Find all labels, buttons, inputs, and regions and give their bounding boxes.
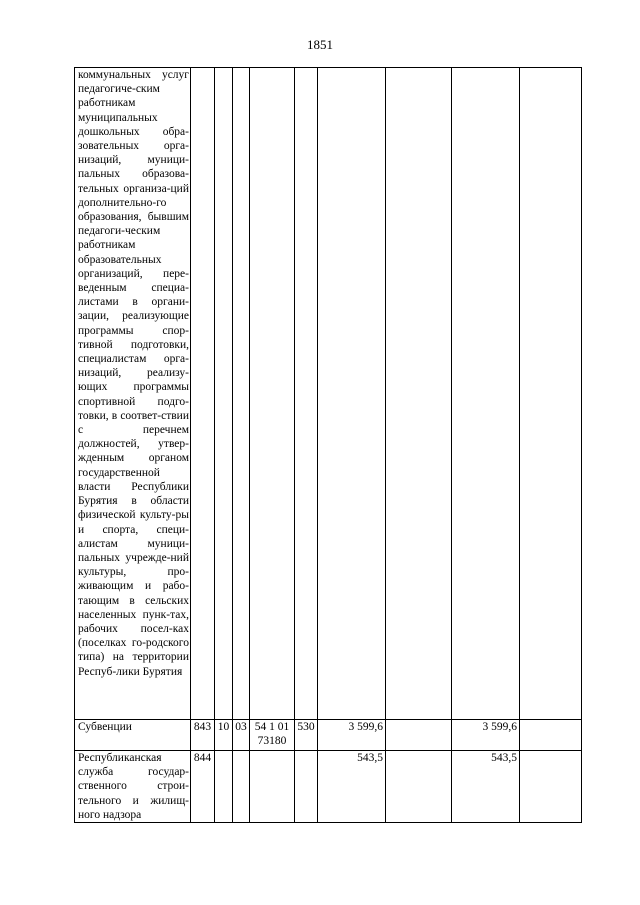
table-row xyxy=(75,68,582,720)
target-cell xyxy=(250,68,295,720)
code-cell: 843 xyxy=(191,720,215,751)
sum2-cell xyxy=(386,751,452,823)
sum2-cell xyxy=(386,68,452,720)
table-row xyxy=(75,720,582,751)
sum3-cell xyxy=(452,68,520,720)
budget-table xyxy=(74,67,582,823)
expense-cell xyxy=(295,751,318,823)
page-number: 1851 xyxy=(307,37,333,52)
sum2-cell xyxy=(386,720,452,751)
sum1-cell: 543,5 xyxy=(318,751,386,823)
row-name: коммунальных услуг педагогиче-ским работникам муниципальных дошкольных обра-зовательных орга-низаций, муници-пальных образова-тельных организа-ций дополнительно-го образования, бывшим педагоги-ческим работникам образовательных организаций, пере-веденным специа-листами в органи-зации, реализующие программы спор-тивной подготовки, специалистам орга-низаций, реализу-ющих программы спортивной подго-товки, в соответ-ствии с перечнем должностей, утвер-жденным органом государственной власти Республики Бурятия в области физической культу-ры и спорта, специ-алистам муници-пальных учрежде-ний культуры, про-живающим и рабо-тающим в сельских населенных пунк-тах, рабочих посел-ках (поселках го-родского типа) на территории Респуб-лики Бурятия xyxy=(75,68,191,720)
code-cell xyxy=(191,68,215,720)
sum1-cell xyxy=(318,68,386,720)
target-cell xyxy=(250,751,295,823)
table-row xyxy=(75,751,582,823)
section-cell xyxy=(215,68,233,720)
sum4-cell xyxy=(520,720,582,751)
row-name: Субвенции xyxy=(75,720,191,751)
row-name: Республиканская служба государ-ственного строи-тельного и жилищ-ного надзора xyxy=(75,751,191,823)
sum3-cell: 543,5 xyxy=(452,751,520,823)
code-cell: 844 xyxy=(191,751,215,823)
subsection-cell xyxy=(233,68,250,720)
subsection-cell: 03 xyxy=(233,720,250,751)
section-cell: 10 xyxy=(215,720,233,751)
sum4-cell xyxy=(520,751,582,823)
expense-cell xyxy=(295,68,318,720)
expense-cell: 530 xyxy=(295,720,318,751)
sum1-cell: 3 599,6 xyxy=(318,720,386,751)
target-cell: 54 1 01 73180 xyxy=(250,720,295,751)
sum3-cell: 3 599,6 xyxy=(452,720,520,751)
sum4-cell xyxy=(520,68,582,720)
section-cell xyxy=(215,751,233,823)
subsection-cell xyxy=(233,751,250,823)
